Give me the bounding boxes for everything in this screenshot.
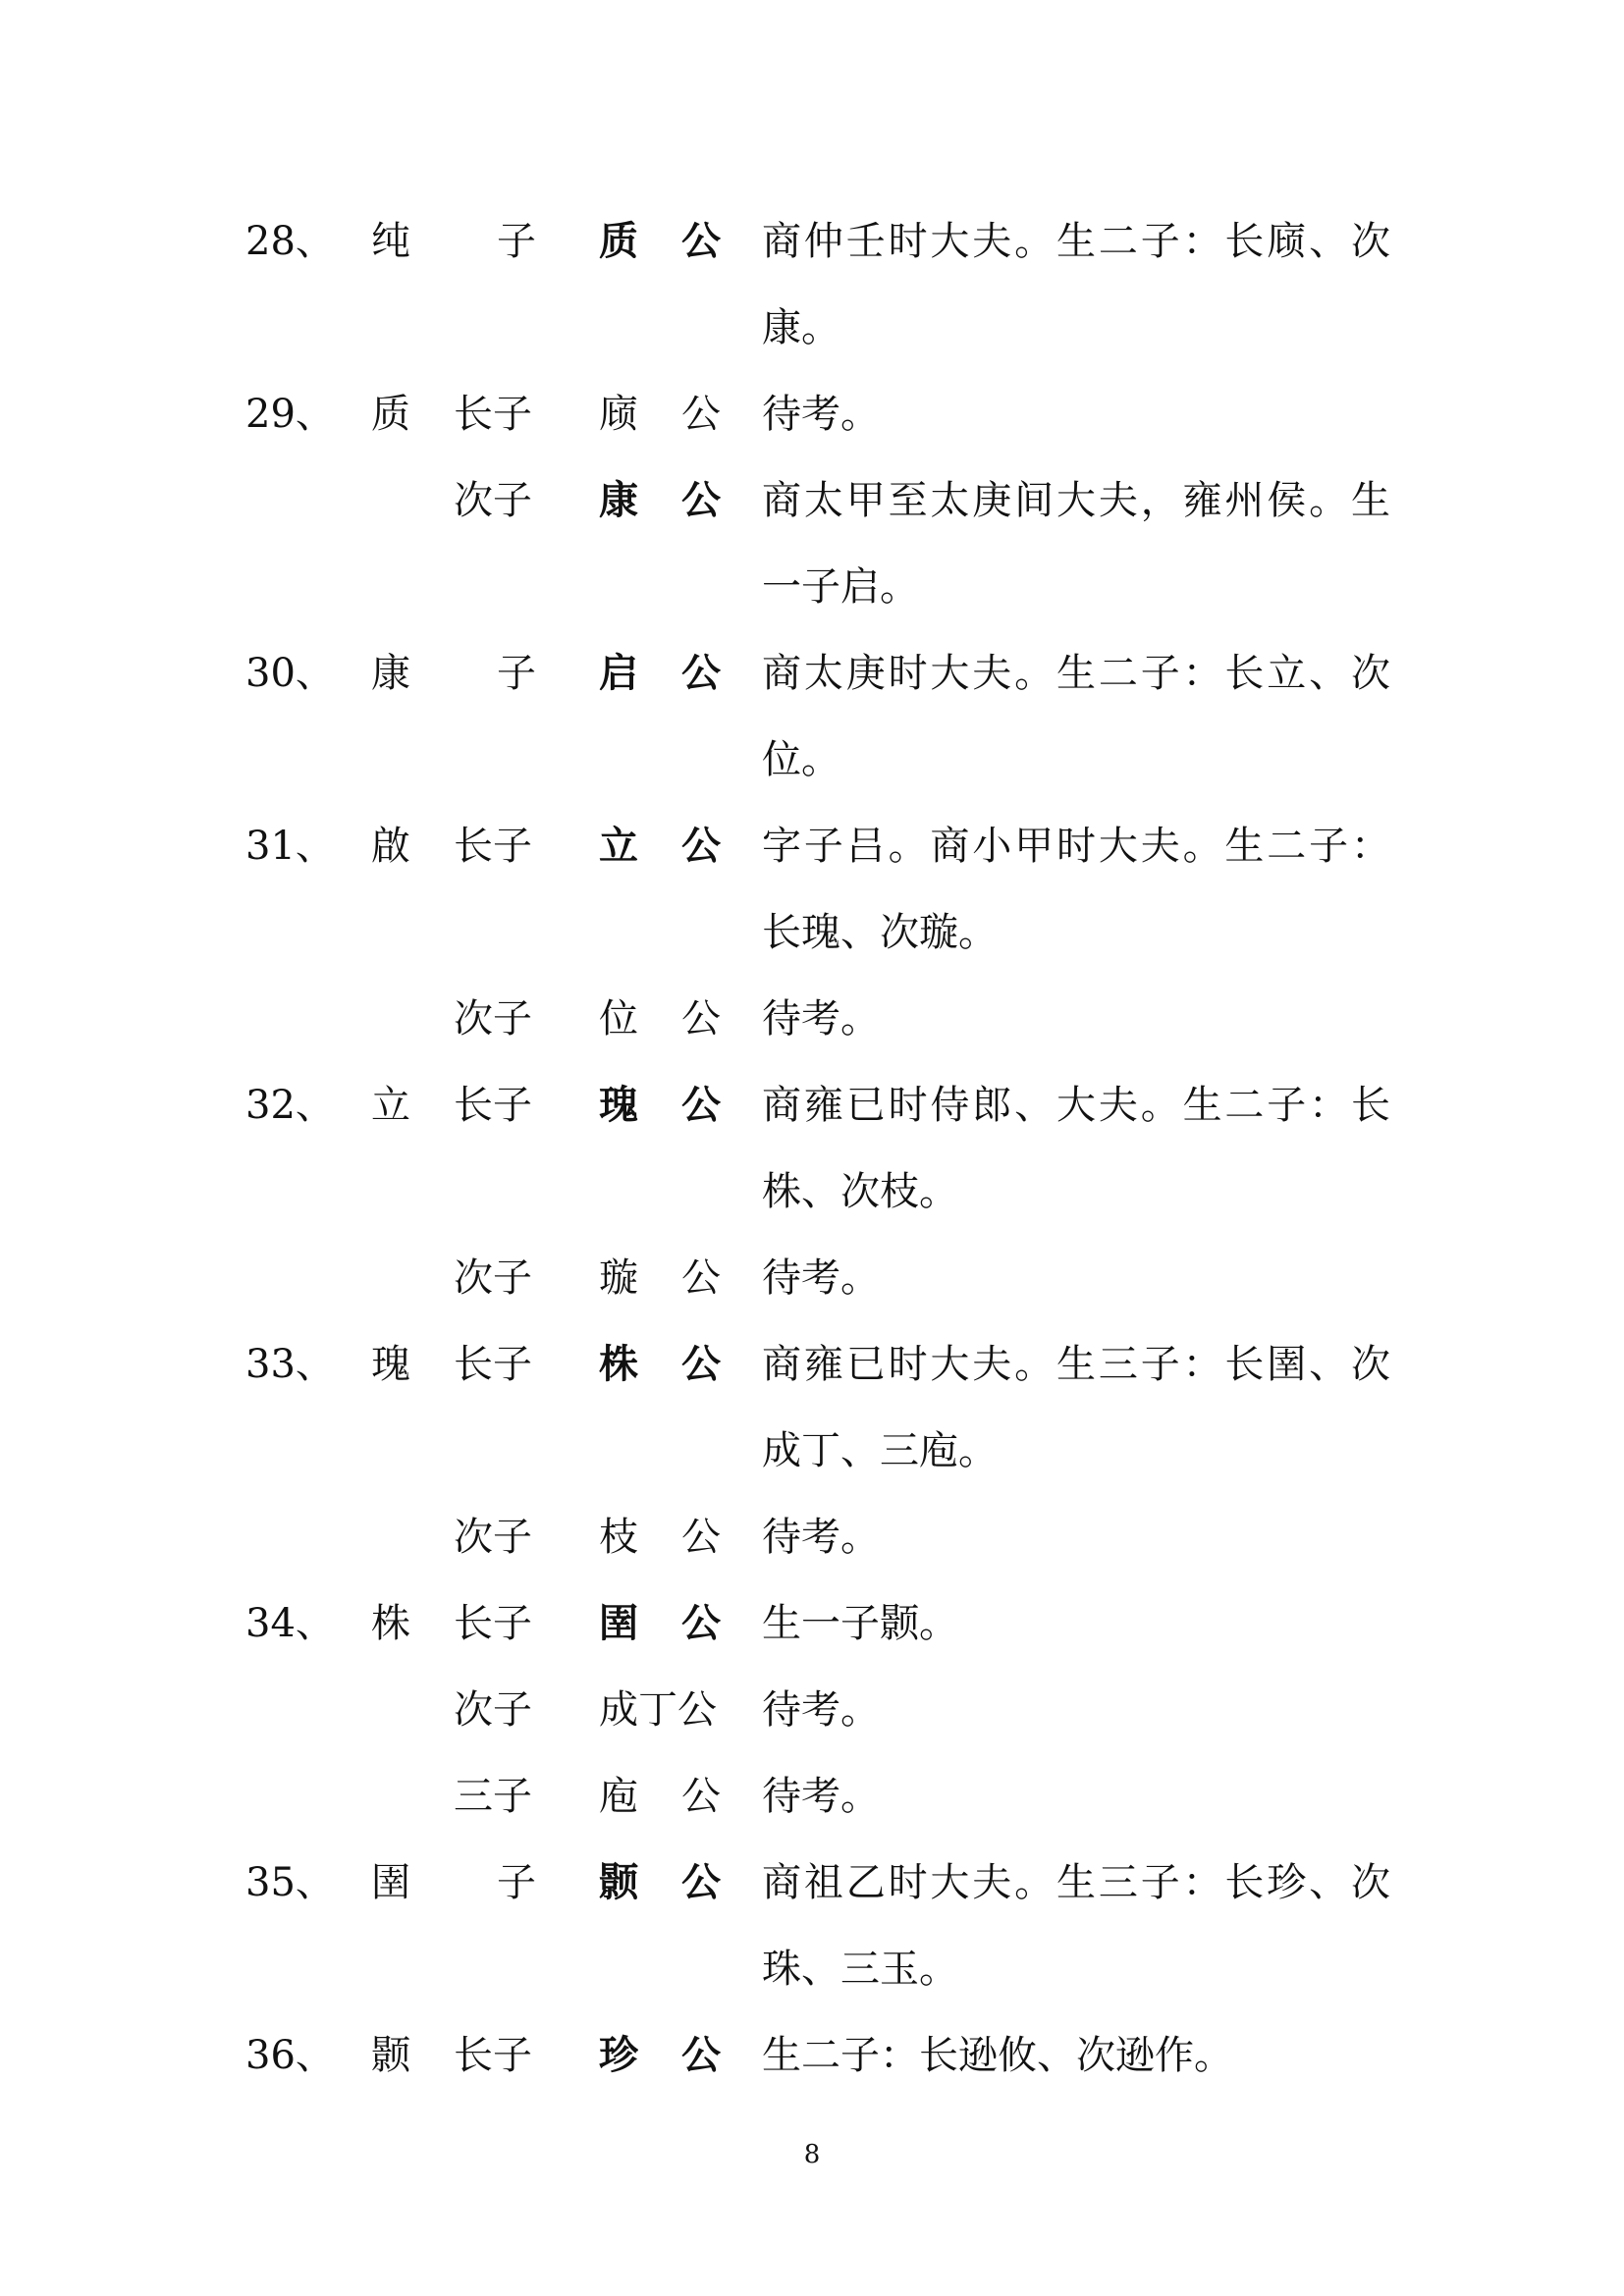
father-name: 质	[371, 392, 410, 437]
father-name: 圉	[371, 1860, 410, 1905]
person-name: 珍	[599, 2032, 638, 2078]
father-name: 颢	[371, 2033, 410, 2078]
person-name: 康	[599, 477, 638, 523]
son-rank: 长子	[454, 1083, 532, 1128]
generation-number: 28、	[245, 219, 335, 264]
person-name: 立	[599, 823, 638, 869]
entry-31-continued	[0, 889, 1624, 976]
person-name: 圉	[599, 1600, 638, 1646]
person-name: 庼	[599, 392, 638, 437]
son-rank: 次子	[454, 478, 532, 523]
description-line-1: 待考。	[762, 392, 880, 437]
title-gong: 公	[681, 477, 721, 523]
entry-31-second-son	[0, 976, 1624, 1062]
son-rank: 子	[497, 651, 536, 696]
person-name: 瑰	[599, 1082, 638, 1128]
son-rank: 次子	[454, 996, 532, 1041]
description-line-2: 一子启。	[762, 564, 919, 610]
description-line-1: 商雍已时大夫。生三子：长圉、次	[762, 1342, 1390, 1387]
description-line-2: 位。	[762, 737, 840, 782]
entry-28-continued	[0, 285, 1624, 371]
description-line-1: 字子吕。商小甲时大夫。生二子：	[762, 824, 1390, 869]
son-rank: 三子	[454, 1774, 532, 1819]
entry-34-second-son	[0, 1667, 1624, 1753]
description-line-2: 株、次枝。	[762, 1169, 958, 1214]
generation-number: 34、	[245, 1601, 335, 1646]
description-line-1: 待考。	[762, 1687, 880, 1733]
title-gong: 公	[681, 392, 721, 437]
son-rank: 长子	[454, 824, 532, 869]
generation-number: 31、	[245, 824, 335, 869]
entry-29	[0, 371, 1624, 457]
title-gong: 公	[681, 1341, 721, 1387]
description-line-1: 待考。	[762, 1515, 880, 1560]
generation-number: 32、	[245, 1083, 335, 1128]
son-rank: 长子	[454, 1601, 532, 1646]
son-rank: 次子	[454, 1255, 532, 1301]
entry-36	[0, 2012, 1624, 2099]
title-gong: 公	[681, 218, 721, 264]
person-name: 启	[599, 650, 638, 696]
father-name: 啟	[371, 824, 410, 869]
son-rank: 长子	[454, 1342, 532, 1387]
entry-30-continued	[0, 717, 1624, 803]
title-gong: 公	[681, 650, 721, 696]
description-line-1: 生二子：长逊攸、次逊作。	[762, 2033, 1233, 2078]
description-line-2: 康。	[762, 305, 840, 350]
father-name: 株	[371, 1601, 410, 1646]
title-gong: 公	[677, 1687, 717, 1733]
title-gong: 公	[681, 1255, 721, 1301]
father-name: 瑰	[371, 1342, 410, 1387]
title-gong: 公	[681, 1600, 721, 1646]
person-name: 庖	[599, 1774, 638, 1819]
description-line-1: 生一子颢。	[762, 1601, 958, 1646]
title-gong: 公	[681, 1082, 721, 1128]
entry-28	[0, 198, 1624, 285]
son-rank: 长子	[454, 392, 532, 437]
description-line-1: 待考。	[762, 1774, 880, 1819]
description-line-2: 成丁、三庖。	[762, 1428, 998, 1473]
description-line-1: 商祖乙时大夫。生三子：长珍、次	[762, 1860, 1390, 1905]
father-name: 康	[371, 651, 410, 696]
generation-number: 36、	[245, 2033, 335, 2078]
description-line-2: 长瑰、次璇。	[762, 910, 998, 955]
title-gong: 公	[681, 1859, 721, 1905]
son-rank: 子	[497, 219, 536, 264]
entry-33-continued	[0, 1408, 1624, 1494]
generation-number: 30、	[245, 651, 335, 696]
entry-29-second-son-continued	[0, 544, 1624, 630]
entry-32-continued	[0, 1148, 1624, 1235]
title-gong: 公	[681, 996, 721, 1041]
entry-32-second-son	[0, 1235, 1624, 1321]
son-rank: 次子	[454, 1515, 532, 1560]
description-line-2: 珠、三玉。	[762, 1947, 958, 1992]
description-line-1: 待考。	[762, 996, 880, 1041]
description-line-1: 商仲壬时大夫。生二子：长庼、次	[762, 219, 1390, 264]
entry-30	[0, 630, 1624, 717]
generation-number: 35、	[245, 1860, 335, 1905]
entry-31	[0, 803, 1624, 889]
entry-34	[0, 1580, 1624, 1667]
generation-number: 33、	[245, 1342, 335, 1387]
entry-34-third-son	[0, 1753, 1624, 1840]
person-name: 质	[599, 218, 638, 264]
title-gong: 公	[681, 2032, 721, 2078]
entry-32	[0, 1062, 1624, 1148]
entry-33	[0, 1321, 1624, 1408]
entry-35-continued	[0, 1926, 1624, 2012]
person-name: 位	[599, 996, 638, 1041]
person-name: 枝	[599, 1515, 638, 1560]
entry-33-second-son	[0, 1494, 1624, 1580]
son-rank: 次子	[454, 1687, 532, 1733]
entry-35	[0, 1840, 1624, 1926]
generation-number: 29、	[245, 392, 335, 437]
father-name: 立	[371, 1083, 410, 1128]
son-rank: 长子	[454, 2033, 532, 2078]
title-gong: 公	[681, 823, 721, 869]
title-gong: 公	[681, 1774, 721, 1819]
entry-29-second-son	[0, 457, 1624, 544]
father-name: 纯	[371, 219, 410, 264]
person-name: 璇	[599, 1255, 638, 1301]
title-gong: 公	[681, 1515, 721, 1560]
description-line-1: 商雍已时侍郎、大夫。生二子：长	[762, 1083, 1390, 1128]
page-number: 8	[803, 2140, 821, 2169]
description-line-1: 商太甲至太庚间大夫，雍州侯。生	[762, 478, 1390, 523]
person-name: 颢	[599, 1859, 638, 1905]
description-line-1: 待考。	[762, 1255, 880, 1301]
description-line-1: 商太庚时大夫。生二子：长立、次	[762, 651, 1390, 696]
person-name: 株	[599, 1341, 638, 1387]
person-name: 成丁	[599, 1687, 677, 1733]
son-rank: 子	[497, 1860, 536, 1905]
